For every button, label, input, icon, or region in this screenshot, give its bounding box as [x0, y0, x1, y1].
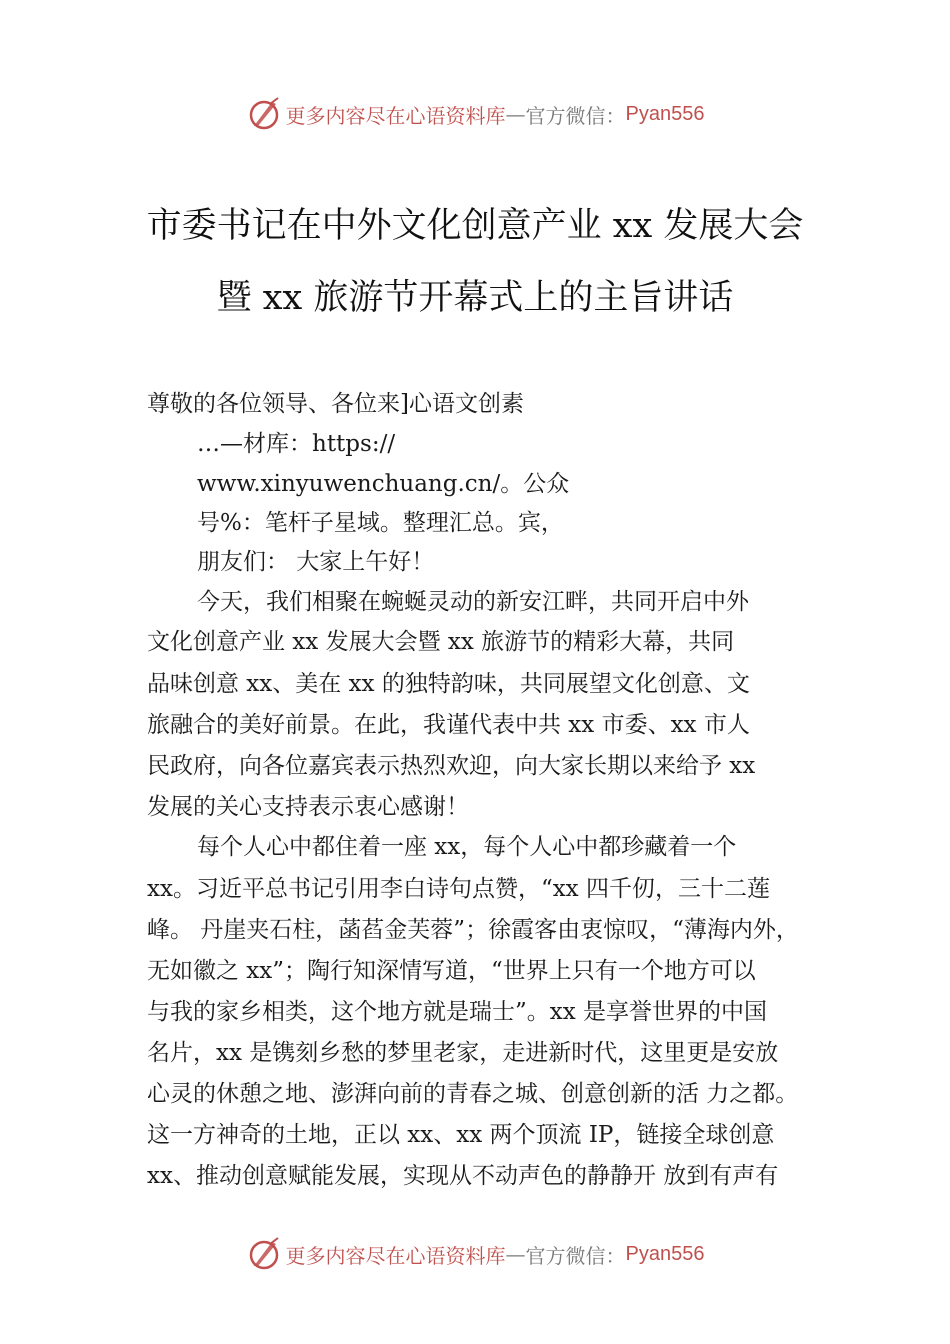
watermark-wechat-id: Pyan556 [625, 102, 705, 125]
body-line: 旅融合的美好前景。在此，我谨代表中共 xx 市委、xx 市人 [147, 712, 750, 738]
body-line: 无如徽之 xx”；陶行知深情写道，“世界上只有一个地方可以 [147, 958, 756, 984]
body-line: …—材库：https:// [197, 431, 396, 457]
header-watermark [0, 94, 950, 134]
document-title-line-2: 暨 xx 旅游节开幕式上的主旨讲话 [216, 278, 734, 318]
body-line: xx、推动创意赋能发展，实现从不动声色的静静开 放到有声有 [147, 1163, 779, 1189]
watermark-wechat-id: Pyan556 [625, 1242, 705, 1265]
body-line: 民政府，向各位嘉宾表示热烈欢迎，向大家长期以来给予 xx [147, 753, 756, 779]
body-line: 尊敬的各位领导、各位来]心语文创素 [147, 391, 524, 417]
watermark-label: 更多内容尽在心语资料库 [285, 103, 506, 128]
body-line: 名片，xx 是镌刻乡愁的梦里老家，走进新时代，这里更是安放 [147, 1040, 779, 1066]
body-line: 今天，我们相聚在蜿蜒灵动的新安江畔，共同开启中外 [197, 589, 749, 615]
body-line: 朋友们： 大家上午好！ [197, 549, 435, 575]
watermark-separator: — [505, 1242, 526, 1266]
body-line: xx。习近平总书记引用李白诗句点赞，“xx 四千仞，三十二莲 [147, 876, 770, 902]
body-line: 心灵的休憩之地、澎湃向前的青春之城、创意创新的活 力之都。 [147, 1081, 799, 1107]
body-line: www.xinyuwenchuang.cn/。公众 [197, 471, 570, 497]
footer-watermark [0, 1234, 950, 1274]
watermark-label: 更多内容尽在心语资料库 [285, 1243, 506, 1268]
body-line: 这一方神奇的土地，正以 xx、xx 两个顶流 IP，链接全球创意 [147, 1122, 775, 1148]
body-line: 峰。 丹崖夹石柱，菡萏金芙蓉”；徐霞客由衷惊叹，“薄海内外， [147, 917, 799, 943]
watermark-separator: — [505, 102, 526, 126]
body-line: 与我的家乡相类，这个地方就是瑞士”。xx 是享誉世界的中国 [147, 999, 768, 1025]
document-title-line-1: 市委书记在中外文化创意产业 xx 发展大会 [146, 206, 804, 246]
body-line: 号%：笔杆子星域。整理汇总。宾， [197, 510, 564, 536]
body-line: 文化创意产业 xx 发展大会暨 xx 旅游节的精彩大幕，共同 [147, 629, 735, 655]
body-line: 品味创意 xx、美在 xx 的独特韵味，共同展望文化创意、文 [147, 671, 750, 697]
body-line: 发展的关心支持表示衷心感谢！ [147, 794, 469, 820]
quill-logo-icon [246, 1236, 282, 1272]
watermark-wechat-label: 官方微信： [525, 103, 626, 128]
quill-logo-icon [246, 96, 282, 132]
watermark-wechat-label: 官方微信： [525, 1243, 626, 1268]
body-line: 每个人心中都住着一座 xx，每个人心中都珍藏着一个 [197, 834, 737, 860]
